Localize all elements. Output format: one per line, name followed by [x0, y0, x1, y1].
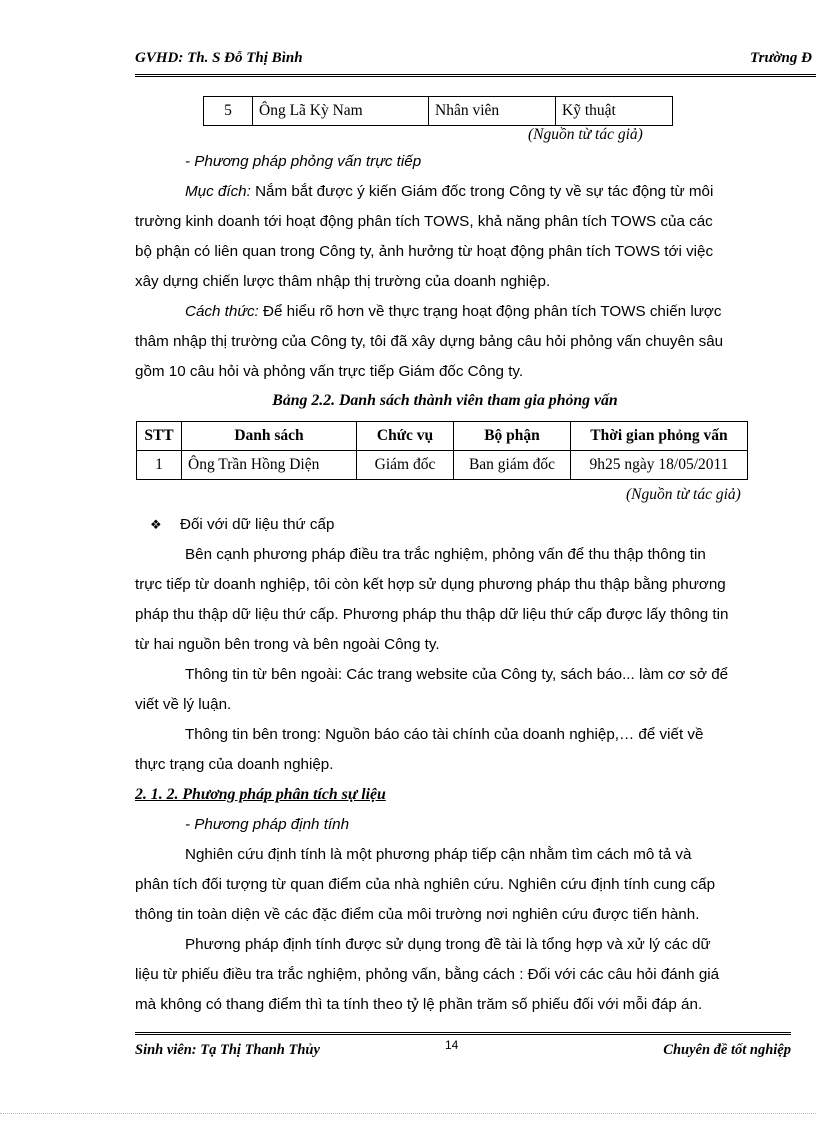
table-row: [137, 451, 748, 480]
table-header-stt: STT: [137, 422, 182, 451]
section-heading: 2. 1. 2. Phương pháp phân tích sự liệu: [135, 786, 386, 803]
table2-caption: Bảng 2.2. Danh sách thành viên tham gia phỏng vấn: [272, 392, 618, 409]
method-label: Cách thức:: [185, 303, 259, 320]
p1-line-3: pháp thu thập dữ liệu thứ cấp. Phương pháp thu thập dữ liệu thứ cấp được lấy thông tin: [135, 606, 729, 623]
table2-source: (Nguồn từ tác giả): [626, 486, 741, 503]
interview-members-table: [136, 421, 748, 480]
table-header-time: Thời gian phỏng vấn: [571, 422, 748, 451]
q2-line-3: mà không có thang điểm thì ta tính theo tỷ lệ phần trăm số phiếu đối với mỗi đáp án.: [135, 996, 703, 1013]
table-cell-department: Kỹ thuật: [556, 97, 673, 126]
table-cell-name: Ông Trần Hồng Diện: [182, 451, 357, 480]
purpose-label: Mục đích:: [185, 183, 251, 200]
table-cell-name: Ông Lã Kỳ Nam: [253, 97, 429, 126]
q2-line-1: Phương pháp định tính được sử dụng trong đề tài là tổng hợp và xử lý các dữ: [185, 936, 711, 953]
table-header-row: [137, 422, 748, 451]
table-row: [204, 97, 673, 126]
table-header-position: Chức vụ: [357, 422, 454, 451]
purpose-line-3: bộ phận có liên quan trong Công ty, ảnh hưởng từ hoạt động phân tích TOWS tới việc: [135, 243, 714, 260]
p2-line-2: viết về lý luận.: [135, 696, 232, 713]
method-qualitative: - Phương pháp định tính: [185, 816, 350, 833]
footer-title: Chuyên đề tốt nghiệp: [663, 1042, 791, 1058]
p1-line-1: Bên cạnh phương pháp điều tra trắc nghiệm, phỏng vấn để thu thập thông tin: [185, 546, 706, 563]
diamond-bullet-icon: ❖: [150, 517, 162, 532]
method-line-1: [185, 303, 721, 320]
footer-student: Sinh viên: Tạ Thị Thanh Thủy: [135, 1042, 320, 1058]
p3-line-1: Thông tin bên trong: Nguồn báo cáo tài chính của doanh nghiệp,… để viết về: [185, 726, 704, 743]
purpose-line-4: xây dựng chiến lược thâm nhập thị trường của doanh nghiệp.: [135, 273, 551, 290]
table-cell-position: Nhân viên: [429, 97, 556, 126]
table-cell-stt: 1: [137, 451, 182, 480]
page-header: [135, 48, 816, 70]
page-number: 14: [445, 1038, 459, 1052]
method-text-1: Để hiểu rõ hơn về thực trạng hoạt động phân tích TOWS chiến lược: [258, 303, 722, 320]
secondary-data-bullet: [150, 516, 334, 533]
purpose-text-1: Nắm bắt được ý kiến Giám đốc trong Công ty về sự tác động từ môi: [250, 183, 714, 200]
purpose-line-2: trường kinh doanh tới hoạt động phân tích TOWS, khả năng phân tích TOWS của các: [135, 213, 713, 230]
table-header-name: Danh sách: [182, 422, 357, 451]
q1-line-3: thông tin toàn diện về các đặc điểm của môi trường nơi nghiên cứu được tiến hành.: [135, 906, 700, 923]
method-line-2: thâm nhập thị trường của Công ty, tôi đã xây dựng bảng câu hỏi phỏng vấn chuyên sâu: [135, 333, 724, 350]
purpose-line-1: [185, 183, 713, 200]
q2-line-2: liệu từ phiếu điều tra trắc nghiệm, phỏng vấn, bằng cách : Đối với các câu hỏi đánh giá: [135, 966, 720, 983]
bullet-text: Đối với dữ liệu thứ cấp: [180, 516, 335, 533]
p3-line-2: thực trạng của doanh nghiệp.: [135, 756, 334, 773]
header-rule: [135, 74, 816, 77]
page-footer: [135, 1038, 791, 1066]
table1-source: (Nguồn từ tác giả): [528, 126, 643, 143]
p1-line-4: từ hai nguồn bên trong và bên ngoài Công ty.: [135, 636, 440, 653]
footer-rule: [135, 1032, 791, 1035]
q1-line-1: Nghiên cứu định tính là một phương pháp tiếp cận nhằm tìm cách mô tả và: [185, 846, 692, 863]
table-header-department: Bộ phận: [454, 422, 571, 451]
page-bottom-border: [0, 1113, 816, 1114]
q1-line-2: phân tích đối tượng từ quan điểm của nhà nghiên cứu. Nghiên cứu định tính cung cấp: [135, 876, 716, 893]
members-table-continued: [203, 96, 673, 126]
table-cell-position: Giám đốc: [357, 451, 454, 480]
table-cell-stt: 5: [204, 97, 253, 126]
method-interview: - Phương pháp phỏng vấn trực tiếp: [185, 153, 422, 170]
header-school: Trường Đ: [750, 50, 812, 66]
header-supervisor: GVHD: Th. S Đỗ Thị Bình: [135, 50, 303, 66]
p2-line-1: Thông tin từ bên ngoài: Các trang website của Công ty, sách báo... làm cơ sở để: [185, 666, 729, 683]
table-cell-department: Ban giám đốc: [454, 451, 571, 480]
p1-line-2: trực tiếp từ doanh nghiệp, tôi còn kết hợp sử dụng phương pháp thu thập bằng phương: [135, 576, 726, 593]
table-cell-time: 9h25 ngày 18/05/2011: [571, 451, 748, 480]
method-line-3: gồm 10 câu hỏi và phỏng vấn trực tiếp Giám đốc Công ty.: [135, 363, 524, 380]
